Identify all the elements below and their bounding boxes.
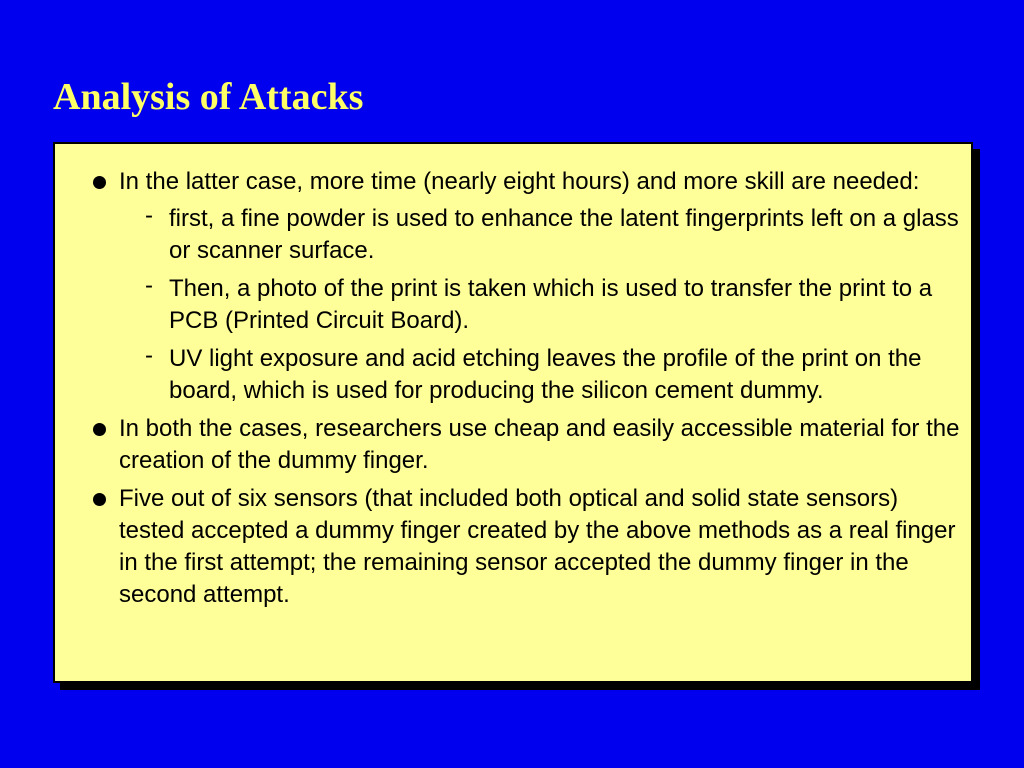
sub-bullet-list <box>119 203 961 407</box>
bullet-dot-icon <box>93 176 106 189</box>
bullet-list <box>91 166 961 617</box>
sub-bullet-item <box>119 343 961 407</box>
sub-bullet-text: UV light exposure and acid etching leaves the profile of the print on the board, which is used for producing the silicon cement dummy. <box>169 345 922 404</box>
sub-bullet-item <box>119 203 961 267</box>
dash-icon: - <box>145 202 153 229</box>
sub-bullet-text: Then, a photo of the print is taken which is used to transfer the print to a PCB (Printed Circuit Board). <box>169 275 933 334</box>
bullet-item <box>91 413 961 477</box>
sub-bullet-item <box>119 273 961 337</box>
sub-bullet-text: first, a fine powder is used to enhance the latent fingerprints left on a glass or scanner surface. <box>169 205 959 264</box>
slide-title: Analysis of Attacks <box>53 76 364 118</box>
bullet-text: In both the cases, researchers use cheap and easily accessible material for the creation of the dummy finger. <box>119 415 960 474</box>
bullet-dot-icon <box>93 493 106 506</box>
bullet-dot-icon <box>93 423 106 436</box>
bullet-text: In the latter case, more time (nearly eight hours) and more skill are needed: <box>119 168 920 195</box>
bullet-item <box>91 483 961 611</box>
content-box <box>53 142 973 683</box>
bullet-item <box>91 166 961 407</box>
dash-icon: - <box>145 272 153 299</box>
bullet-text: Five out of six sensors (that included both optical and solid state sensors) tested accepted a dummy finger created by the above methods as a real finger in the first attempt; the remaining sensor accepted the dummy finger in the second attempt. <box>119 485 956 608</box>
dash-icon: - <box>145 342 153 369</box>
